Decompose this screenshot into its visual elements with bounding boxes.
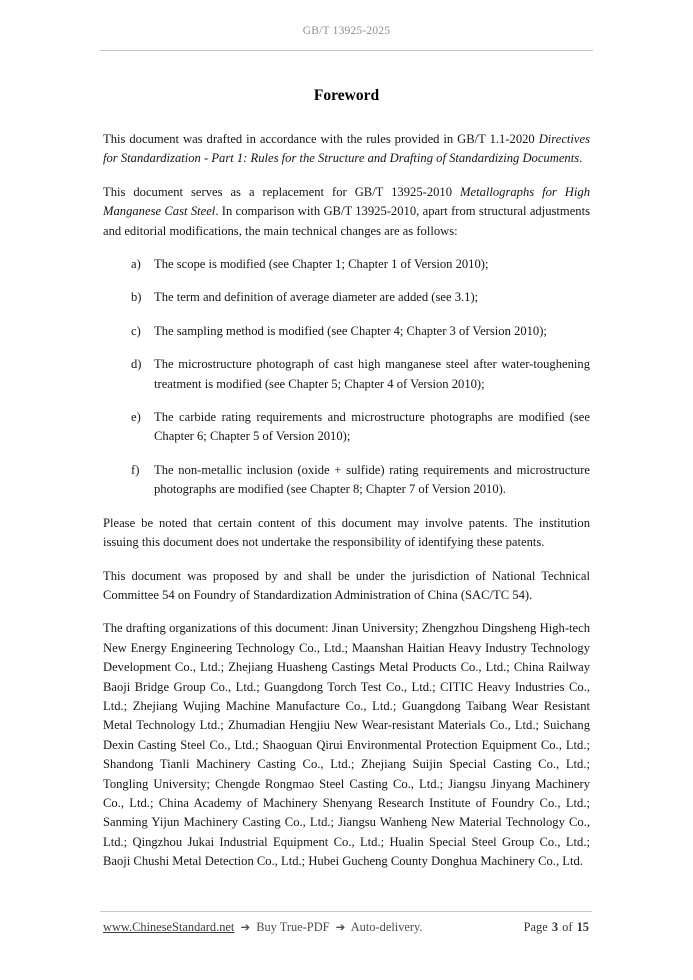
- header-divider: [100, 50, 593, 51]
- italic-standard-title: Directives for Standardization - Part 1: Rules for the Structure and Drafting of Standardizing Documents: [103, 132, 590, 166]
- list-item-text: The non-metallic inclusion (oxide + sulfide) rating requirements and microstructure photographs are modified (see Chapter 8; Chapter 7 of Version 2010).: [154, 462, 590, 497]
- paragraph-replacement: [103, 183, 590, 241]
- page-number: [524, 920, 590, 935]
- page-title: Foreword: [313, 87, 380, 104]
- list-item-text: The scope is modified (see Chapter 1; Chapter 1 of Version 2010);: [154, 257, 489, 272]
- doc-number: GB/T 13925-2025: [302, 25, 391, 37]
- list-marker: c): [131, 323, 141, 338]
- list-item: [103, 408, 590, 447]
- page-footer: [103, 920, 590, 935]
- technical-changes-list: [103, 255, 590, 500]
- list-marker: e): [131, 410, 141, 425]
- document-content: [103, 87, 590, 872]
- paragraph-text: . In comparison with GB/T 13925-2010, apart from structural adjustments and editorial modifications, the main technical changes are as follows:: [103, 204, 590, 238]
- list-marker: b): [131, 290, 142, 305]
- page-label: Page: [523, 920, 548, 934]
- list-marker: f): [131, 462, 140, 477]
- arrow-icon: ➔: [240, 920, 251, 934]
- paragraph-text: .: [579, 151, 583, 166]
- paragraph-drafting-rules: [103, 130, 590, 169]
- paragraph-text: This document serves as a replacement for GB/T 13925-2010: [103, 184, 460, 199]
- paragraph-text: This document was drafted in accordance with the rules provided in GB/T 1.1-2020: [103, 132, 539, 146]
- footer-source-line: [103, 920, 426, 935]
- footer-website-link[interactable]: www.ChineseStandard.net: [103, 920, 235, 934]
- footer-delivery-text: Auto-delivery.: [350, 920, 423, 934]
- list-item: [103, 288, 590, 307]
- arrow-icon: ➔: [335, 920, 346, 934]
- list-item: [103, 355, 590, 394]
- page-total: 15: [576, 920, 589, 934]
- footer-buy-text: Buy True-PDF: [256, 920, 330, 934]
- list-marker: a): [131, 257, 141, 272]
- list-marker: d): [131, 357, 142, 372]
- paragraph-drafting-organizations: The drafting organizations of this document: Jinan University; Zhengzhou Dingsheng High-tech New Energy Engineering Technology Co., Ltd.; Maanshan Haitian Heavy Industry Technology Development Co., Ltd.; Zhejiang Huasheng Castings Metal Products Co., Ltd.; China Railway Baoji Bridge Group Co., Ltd.; Guangdong Torch Test Co., Ltd.; CITIC Heavy Industries Co., Ltd.; Zhejiang Wujing Machine Manufacture Co., Ltd.; Guangdong Taibang Wear Resistant Metal Technology Ltd.; Zhumadian Hengjiu New Wear-resistant Materials Co., Ltd.; Suichang Dexin Casting Steel Co., Ltd.; Shaoguan Qirui Environmental Protection Equipment Co., Ltd.; Shandong Tianli Machinery Casting Co., Ltd.; Zhejiang Suijin Special Casting Co., Ltd.; Tongling University; Chengde Rongmao Steel Casting Co., Ltd.; Jiangsu Jinyang Machinery Co., Ltd.; China Academy of Machinery Shenyang Research Institute of Foundry Co., Ltd.; Sanming Yijun Machinery Casting Co., Ltd.; Jiangsu Wanheng New Material Technology Co., Ltd.; Qingzhou Jukai Industrial Equipment Co., Ltd.; Hualin Special Steel Group Co., Ltd.; Baoji Chushi Metal Detection Co., Ltd.; Hubei Gucheng County Donghua Machinery Co., Ltd.: [103, 621, 590, 869]
- list-item: [103, 322, 590, 341]
- list-item-text: The carbide rating requirements and microstructure photographs are modified (see Chapter 6; Chapter 5 of Version 2010);: [154, 410, 590, 444]
- list-item: [103, 461, 590, 500]
- paragraph-jurisdiction: This document was proposed by and shall be under the jurisdiction of National Technical Committee 54 on Foundry of Standardization Administration of China (SAC/TC 54).: [103, 568, 590, 602]
- list-item-text: The microstructure photograph of cast high manganese steel after water-toughening treatment is modified (see Chapter 5; Chapter 4 of Version 2010);: [154, 357, 590, 391]
- footer-divider: [100, 911, 592, 912]
- list-item-text: The term and definition of average diameter are added (see 3.1);: [154, 290, 479, 305]
- page-current: 3: [551, 920, 559, 934]
- page-of-label: of: [562, 920, 573, 934]
- italic-standard-title: Metallographs for High Manganese Cast Steel: [103, 184, 590, 219]
- page-header: [0, 0, 693, 51]
- list-item: [103, 255, 590, 274]
- list-item-text: The sampling method is modified (see Chapter 4; Chapter 3 of Version 2010);: [154, 323, 547, 338]
- paragraph-patents: Please be noted that certain content of this document may involve patents. The institution issuing this document does not undertake the responsibility of identifying these patents.: [103, 515, 590, 550]
